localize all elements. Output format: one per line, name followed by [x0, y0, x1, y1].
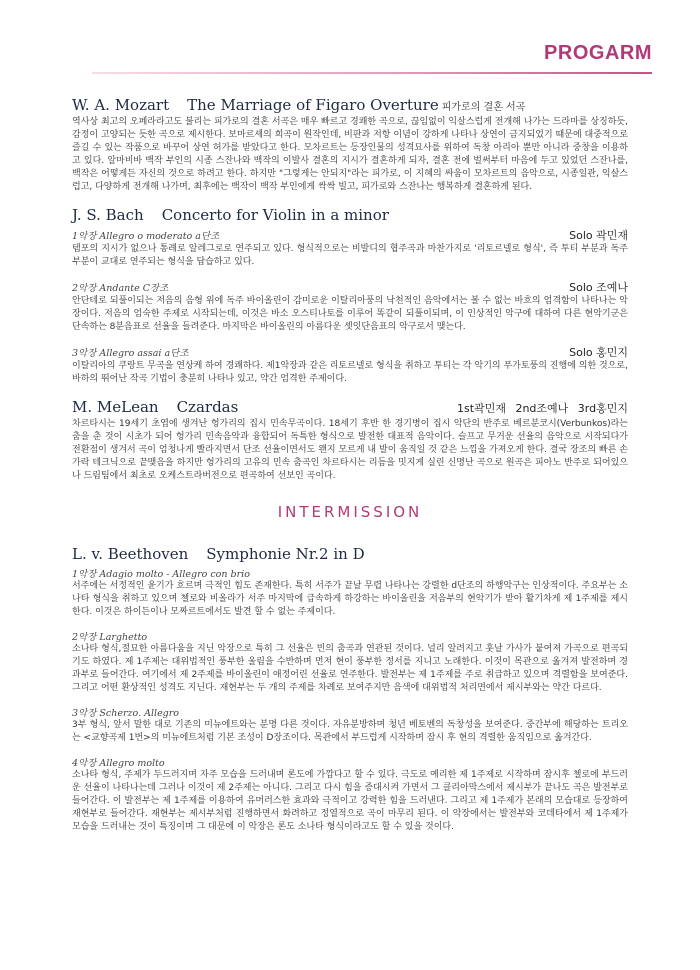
beethoven-movement-1-description: 서주에는 서정적인 윤기가 흐르며 극적인 힘도 존재한다. 특히 서주가 끝날 무렵 나타나는 강렬한 d단조의 하행악구는 인상적이다. 주요부는 소나타 형식을 취하고 있으며 첼로와 비올라가 서주 마지막에 급속하게 하강하는 바이올린을 저음부의 현악기가 받아 활기차게 제 1주제를 제시한다. 이것은 하이든이나 모짜르트에서도 발견 할 수 없는 주제이다.: [72, 581, 629, 617]
bach-work: Concerto for Violin in a minor: [161, 206, 389, 224]
mclean-soloists: [451, 400, 628, 416]
beethoven-movement-1-label: 1악장 Adagio molto - Allegro con brio: [72, 569, 250, 580]
mclean-title: [72, 398, 628, 416]
intermission-heading: INTERMISSION: [277, 503, 423, 521]
beethoven-movement-4-description: 소나타 형식, 주제가 두드러지며 자주 모습을 드러내며 론도에 가깝다고 할 수 있다. 극도로 예리한 제 1주제로 시작하며 잠시후 첼로에 부드러운 선율이 나타나는데 그러나 이것이 제 2주제는 아니다. 그리고 다시 힘을 증대시켜 가면서 그 클리아막스에서 제시부가 끝나도 곡은 발전부로 들어간다. 이 발전부는 제 1주제를 이용하여 유머러스한 효과와 극적이고 강력한 힘을 드러낸다. 그리고 제 1주제가 본래의 모습대로 등장하여 재현부로 들어간다. 재현부는 제시부처럼 진행하면서 화려하고 정열적으로 곡이 마무리 된다. 이 악장에서는 발전부와 코데타에서 제 1주제가 모습을 드러내는 것이 특징이며 그 대문에 이 악장은 론도 소나타 형식이라고도 할 수 있을 것이다.: [72, 770, 628, 832]
beethoven-movement-2-description: 소나타 형식,절묘한 아름다움을 지닌 악장으로 특히 그 선율은 빈의 춤곡과 연관된 것이다. 널리 알려지고 훗날 가사가 붙여져 가곡으로 편곡되기도 하였다. 제 1주제는 대위법적인 풍부한 울림을 수반하며 먼저 현이 풍부한 정서를 지니고 노래한다. 이것이 목관으로 옮겨져 발전하며 경과부로 들어간다. 여기에서 제 2주제를 바이올린이 애정어린 선율로 연주한다. 발전부는 제 1주제를 주로 취급하고 있으며 격렬함을 보여준다. 그리고 어떤 환상적인 성격도 지닌다. 재현부는 두 개의 주제를 차례로 보여주지만 음색에 대위법적 처리면에서 제시부와는 약간 다르다.: [72, 644, 628, 693]
beethoven-movement-3-description: 3부 형식, 앞서 말한 대로 기존의 미뉴에트와는 분명 다른 것이다. 자유분방하며 청년 베토벤의 독창성을 보여준다. 중간부에 해당하는 트리오는 <교향곡제 1번>의 미뉴에트처럼 기본 조성이 D장조이다. 목관에서 부드럽게 시작하며 잠시 후 현의 격렬한 움직임으로 옮겨간다.: [72, 720, 628, 743]
beethoven-work: Symphonie Nr.2 in D: [206, 545, 365, 563]
mclean-soloist-1: 1st곽민재: [457, 402, 506, 415]
beethoven-movement-1-header: [72, 566, 628, 580]
beethoven-composer: L. v. Beethoven: [72, 545, 189, 563]
program-content: [72, 96, 628, 834]
mclean-description: 차르타시는 19세기 초엽에 생겨난 헝가리의 집시 민속무곡이다. 18세기 후반 한 경기병이 집시 악단의 반주로 베르분코시(Verbunkos)라는 춤을 춘 것이 시초가 되어 헝가리 민속음악과 융합되어 독특한 형식으로 발전한 대표적 음악이다. 슬프고 무거운 선율의 음악으로 시작되다가 전환점이 생겨서 곡이 엄청나게 빨라지면서 단조 선율이면서도 왠지 모르게 내 발이 움직일 것 같은 느낌을 가져오게 한다. 결국 장조의 빠른 손가락 테크닉으로 끝맺음을 하지만 헝가리의 고유의 민속 춤곡인 차르타시는 리듬을 밋지게 실린 신명난 곡으로 원곡은 피아노 반주로 되어있으나 드림팀에서 최초로 오케스트라버전으로 편곡하여 선보인 곡이다.: [72, 419, 628, 481]
bach-movement-3-label: 3악장 Allegro assai a단조: [72, 348, 189, 359]
mclean-soloist-2: 2nd조예나: [515, 402, 569, 415]
beethoven-movement-3-label: 3악장 Scherzo. Allegro: [72, 708, 180, 719]
bach-movement-2-soloist: Solo 조예나: [569, 281, 628, 294]
mclean-composer: M. MeLean: [72, 398, 159, 416]
bach-title: [72, 206, 628, 224]
bach-movement-1-header: [72, 227, 628, 243]
header-divider: [92, 72, 652, 74]
beethoven-title: [72, 545, 628, 563]
bach-movement-2-label: 2악장 Andante C장조: [72, 283, 169, 294]
mozart-title: [72, 96, 628, 114]
mozart-work: The Marriage of Figaro Overture: [187, 96, 439, 114]
beethoven-movement-4-label: 4악장 Allegro molto: [72, 758, 165, 769]
mclean-work: Czardas: [176, 398, 239, 416]
beethoven-movement-4-header: [72, 755, 628, 769]
beethoven-movement-2-header: [72, 629, 628, 643]
bach-movement-2-header: [72, 279, 628, 295]
beethoven-movement-2-label: 2악장 Larghetto: [72, 632, 148, 643]
program-heading: PROGARM: [544, 42, 652, 64]
mozart-subtitle: 피가로의 결혼 서곡: [441, 102, 526, 113]
beethoven-movement-3-header: [72, 705, 628, 719]
bach-movement-1-description: 템포의 지시가 없으나 통례로 알레그로로 연주되고 있다. 형식적으로는 비발디의 협주곡과 마찬가지로 '리토르넬로 형식', 즉 투티 부분과 독주 부분이 교대로 연주되는 형식을 답습하고 있다.: [72, 244, 628, 267]
bach-movement-3-soloist: Solo 홍민지: [569, 346, 628, 359]
bach-movement-3-description: 이탈리아의 쿠랑트 무곡을 연상케 하여 경쾌하다. 제1악장과 같은 리토르넬로 형식을 취하고 투티는 각 악기의 푸가토풍의 진행에 의한 것으로, 바하의 뛰어난 작곡 기법이 충분히 나타나 있고, 약간 엄격한 주제이다.: [72, 361, 628, 384]
mclean-soloist-3: 3rd홍민지: [577, 402, 628, 415]
bach-composer: J. S. Bach: [72, 206, 144, 224]
bach-movement-1-label: 1악장 Allegro o moderato a단조: [72, 231, 220, 242]
bach-movement-2-description: 안단테로 되풀이되는 저음의 음형 위에 독주 바이올린이 감미로운 이탈리아풍의 낙천적인 음악에서는 볼 수 없는 바흐의 엄격함이 나타나는 악장이다. 저음의 엄숙한 주제로 시작되는데, 이것은 바소 오스티나토를 이루어 똑같이 되풀이되며, 이 인상적인 악구에 대하여 다른 현악기군은 단속하는 8분음표로 선율을 들려준다. 마지막은 바이올린의 아름다운 셋잇단음표의 악구로서 맺는다.: [72, 296, 628, 332]
mozart-description: 역사상 최고의 오페라라고도 불리는 피가로의 결혼 서곡은 매우 빠르고 경쾌한 곡으로, 끊임없이 익살스럽게 전개해 나가는 드라마를 상징하듯, 감정이 고양되는 듯한 곡으로 제시한다. 보마르셰의 희곡이 원작인데, 비판과 저항 이념이 강하게 나타나 상연이 금지되었기 때문에 대중적으로 즐길 수 있는 작품으로 바꾸어 상연 허가를 받았다고 한다. 모차르트는 등장인물의 성격묘사를 위하여 독창 아리아 뿐만 아니라 중창을 이용하고 있다. 알마비바 백작 부인의 시종 스잔나와 백작의 이발사 결혼의 지시가 결혼하게 되자, 결혼 전에 벌써부터 마음에 두고 있었던 스잔나를, 백작은 어떻게든 자신의 것으로 하려고 한다. 하지만 "그렇게는 안되지"라는 피가로, 이 지혜의 싸움이 모차르트의 음악으로, 시종일관, 익살스럽고, 다양하게 전개해 나가며, 최후에는 백작이 백작 부인에게 싹싹 빌고, 피가로와 스잔나는 행복하게 결혼하게 된다.: [72, 117, 628, 192]
mozart-composer: W. A. Mozart: [72, 96, 170, 114]
bach-movement-3-header: [72, 344, 628, 360]
bach-movement-1-soloist: Solo 곽민재: [569, 229, 628, 242]
